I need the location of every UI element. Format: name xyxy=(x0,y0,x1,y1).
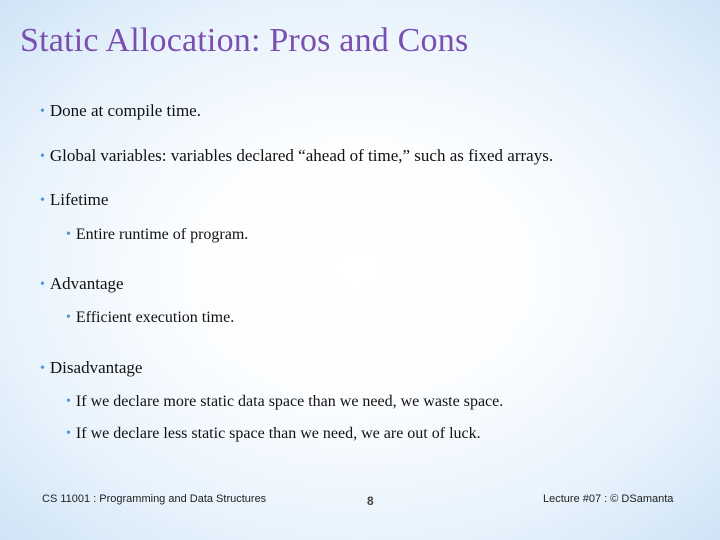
bullet-text: If we declare less static space than we need, we are out of luck. xyxy=(75,425,481,442)
bullet-marker-icon: • xyxy=(66,227,71,242)
bullet-item xyxy=(40,274,124,294)
sub-bullet-item xyxy=(66,425,481,443)
footer-lecture: Lecture #07 : © DSamanta xyxy=(543,493,674,505)
bullet-text: Disadvantage xyxy=(49,358,143,377)
bullet-item xyxy=(40,146,553,166)
bullet-marker-icon: • xyxy=(40,104,45,119)
bullet-item xyxy=(40,358,142,378)
bullet-marker-icon: • xyxy=(40,361,45,376)
bullet-marker-icon: • xyxy=(66,426,71,441)
bullet-text: Lifetime xyxy=(49,190,109,209)
bullet-marker-icon: • xyxy=(40,149,45,164)
footer-course: CS 11001 : Programming and Data Structures xyxy=(42,493,267,505)
bullet-item xyxy=(40,190,108,210)
sub-bullet-item xyxy=(66,226,248,244)
bullet-text: Efficient execution time. xyxy=(75,309,235,326)
slide-title: Static Allocation: Pros and Cons xyxy=(20,22,469,59)
bullet-text: Done at compile time. xyxy=(49,101,201,120)
sub-bullet-item xyxy=(66,309,234,327)
footer-page-number: 8 xyxy=(367,494,374,508)
bullet-marker-icon: • xyxy=(66,394,71,409)
bullet-marker-icon: • xyxy=(66,310,71,325)
bullet-marker-icon: • xyxy=(40,193,45,208)
bullet-marker-icon: • xyxy=(40,277,45,292)
bullet-text: If we declare more static data space than we need, we waste space. xyxy=(75,393,504,410)
bullet-text: Advantage xyxy=(49,274,124,293)
bullet-text: Entire runtime of program. xyxy=(75,226,249,243)
bullet-text: Global variables: variables declared “ahead of time,” such as fixed arrays. xyxy=(49,146,554,165)
bullet-item xyxy=(40,101,201,121)
sub-bullet-item xyxy=(66,393,503,411)
